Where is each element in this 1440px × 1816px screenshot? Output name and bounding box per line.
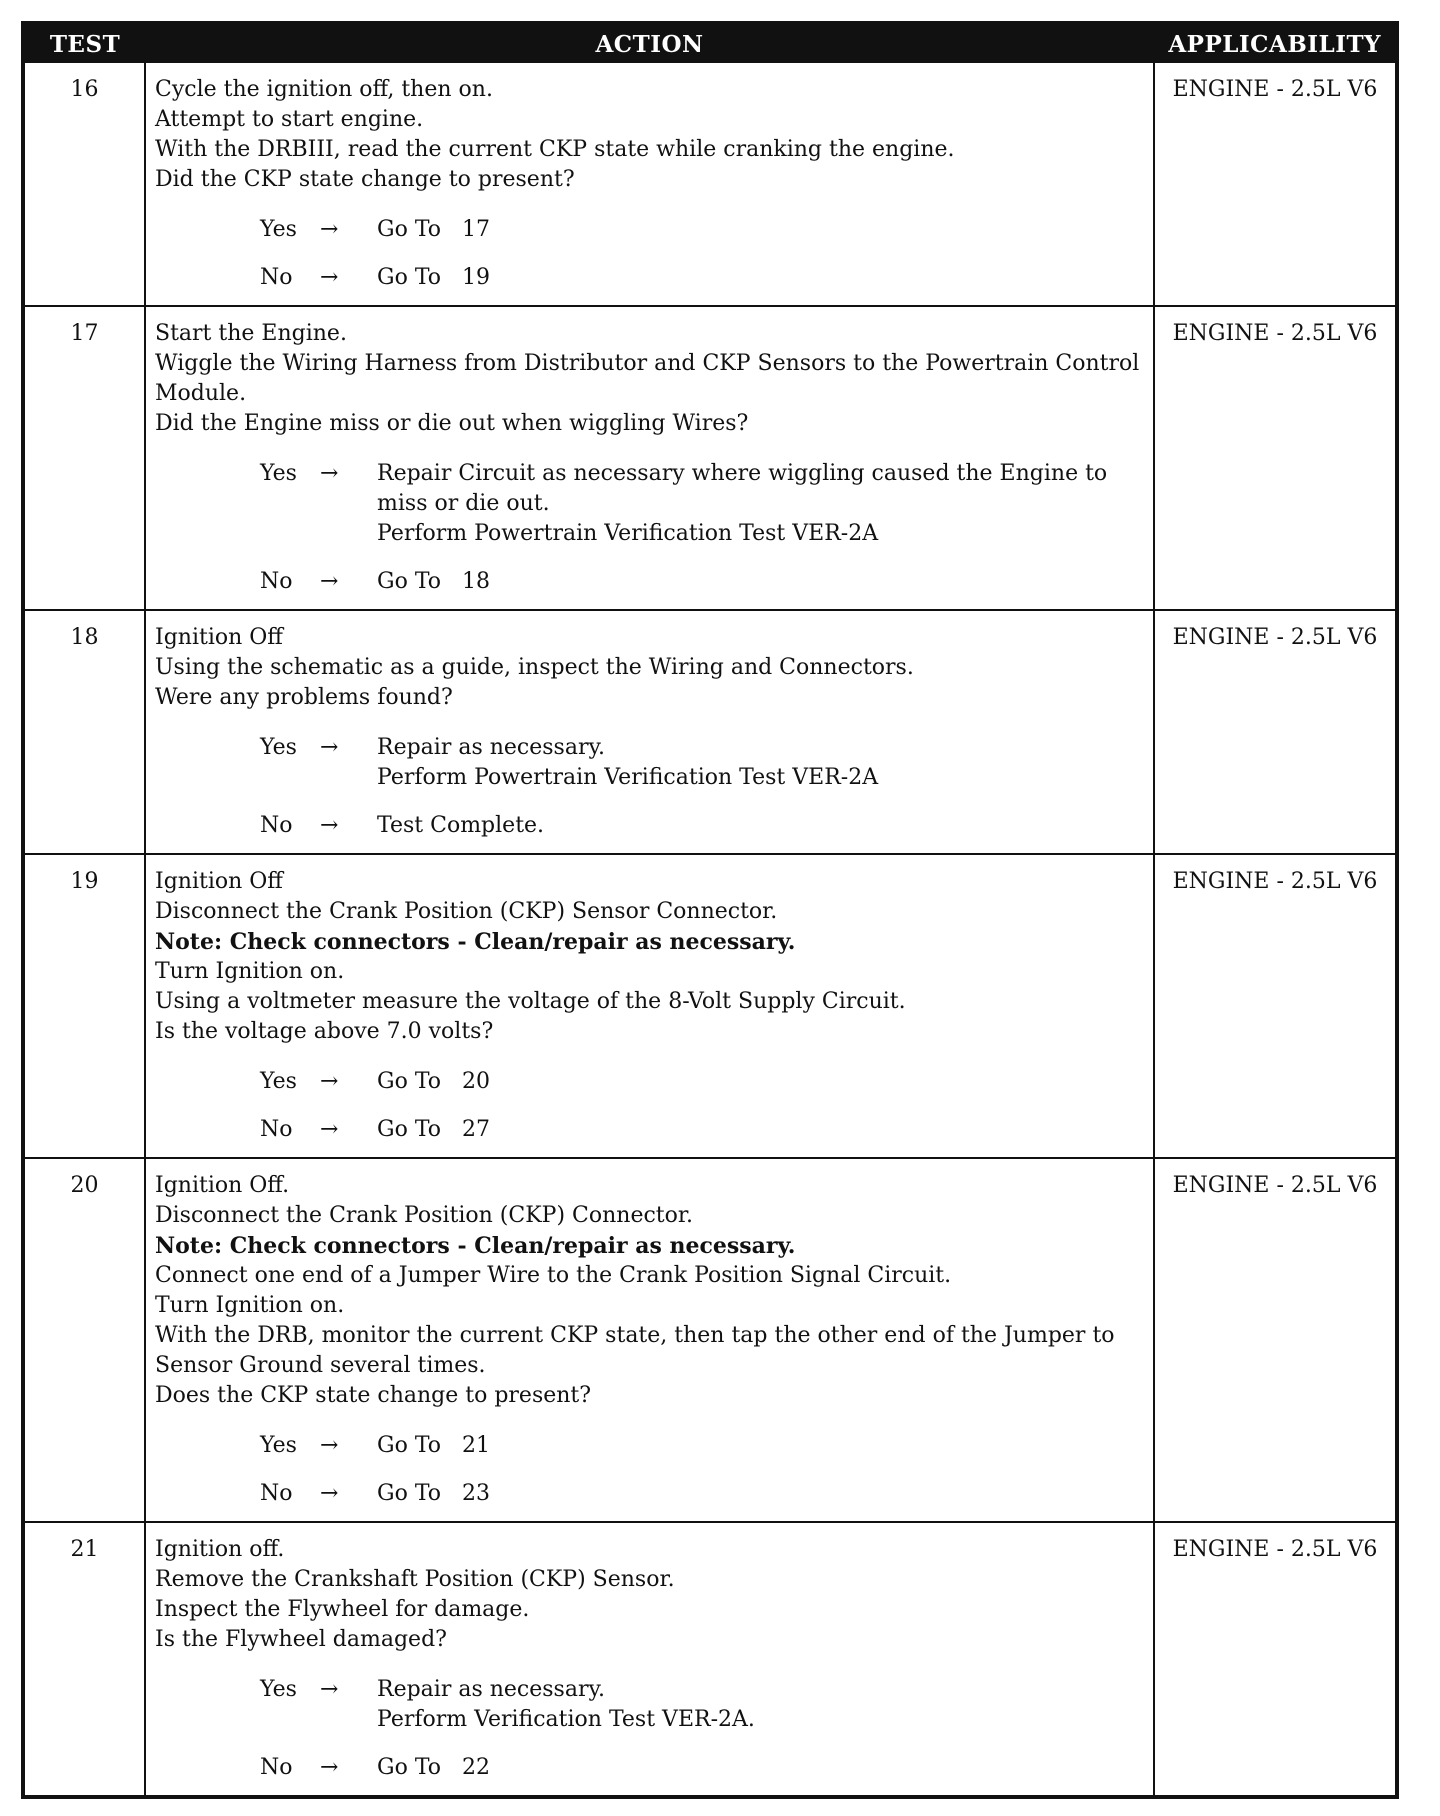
action-step: Ignition Off xyxy=(155,869,283,894)
action-step: Disconnect the Crank Position (CKP) Connector. xyxy=(155,1203,693,1228)
answer-line: Perform Powertrain Verification Test VER-2A xyxy=(377,765,879,790)
action-step: Wiggle the Wiring Harness from Distributor and CKP Sensors to the Powertrain Control Module. xyxy=(155,351,1140,406)
action-step: Connect one end of a Jumper Wire to the Crank Position Signal Circuit. xyxy=(155,1263,952,1288)
answer-label: No xyxy=(260,1481,293,1506)
action-step: Ignition Off xyxy=(155,625,283,650)
answer-list xyxy=(155,215,1145,293)
answer-text xyxy=(377,811,1145,841)
answer-label: No xyxy=(260,1755,293,1780)
answer-line: Go To 18 xyxy=(377,569,490,594)
test-number: 19 xyxy=(23,854,145,1158)
action-step: Cycle the ignition off, then on. xyxy=(155,77,493,102)
answer-text xyxy=(377,1067,1145,1097)
answer-no xyxy=(155,1115,1145,1145)
right-arrow-icon: → xyxy=(320,1677,339,1702)
answer-label: Yes xyxy=(260,461,297,486)
right-arrow-icon: → xyxy=(320,265,339,290)
test-number: 21 xyxy=(23,1522,145,1797)
answer-label: Yes xyxy=(260,1677,297,1702)
action-step: Disconnect the Crank Position (CKP) Sensor Connector. xyxy=(155,899,778,924)
answer-no xyxy=(155,567,1145,597)
answer-text xyxy=(377,1753,1145,1783)
answer-yes xyxy=(155,459,1145,549)
answer-text xyxy=(377,567,1145,597)
answer-no xyxy=(155,811,1145,841)
right-arrow-icon: → xyxy=(320,461,339,486)
test-number: 20 xyxy=(23,1158,145,1522)
header-test: TEST xyxy=(23,23,145,63)
table-row xyxy=(23,63,1397,306)
action-step: Ignition Off. xyxy=(155,1173,290,1198)
answer-yes xyxy=(155,215,1145,245)
answer-line: Go To 27 xyxy=(377,1117,490,1142)
test-number: 16 xyxy=(23,63,145,306)
right-arrow-icon: → xyxy=(320,569,339,594)
action-step: Did the Engine miss or die out when wiggling Wires? xyxy=(155,411,749,436)
table-row xyxy=(23,1158,1397,1522)
answer-text xyxy=(377,1675,1145,1735)
applicability-cell: ENGINE - 2.5L V6 xyxy=(1154,854,1397,1158)
action-cell xyxy=(145,1158,1154,1522)
right-arrow-icon: → xyxy=(320,813,339,838)
answer-label: Yes xyxy=(260,1433,297,1458)
right-arrow-icon: → xyxy=(320,735,339,760)
answer-label: No xyxy=(260,1117,293,1142)
test-number: 18 xyxy=(23,610,145,854)
answer-text xyxy=(377,215,1145,245)
answer-line: Go To 19 xyxy=(377,265,490,290)
answer-list xyxy=(155,459,1145,597)
action-step: Is the Flywheel damaged? xyxy=(155,1627,447,1652)
table-row xyxy=(23,1522,1397,1797)
answer-line: Repair as necessary. xyxy=(377,735,605,760)
table-header xyxy=(23,23,1397,63)
answer-list xyxy=(155,1067,1145,1145)
answer-text xyxy=(377,263,1145,293)
answer-line: Test Complete. xyxy=(377,813,545,838)
answer-line: Go To 23 xyxy=(377,1481,490,1506)
answer-line: Go To 17 xyxy=(377,217,490,242)
answer-label: No xyxy=(260,569,293,594)
answer-line: Go To 21 xyxy=(377,1433,490,1458)
applicability-cell: ENGINE - 2.5L V6 xyxy=(1154,306,1397,610)
answer-line: Perform Powertrain Verification Test VER-2A xyxy=(377,521,879,546)
answer-list xyxy=(155,1431,1145,1509)
answer-no xyxy=(155,1479,1145,1509)
test-number: 17 xyxy=(23,306,145,610)
header-applicability: APPLICABILITY xyxy=(1154,23,1397,63)
answer-line: Repair Circuit as necessary where wiggling caused the Engine to miss or die out. xyxy=(377,461,1115,516)
action-step: Inspect the Flywheel for damage. xyxy=(155,1597,530,1622)
action-cell xyxy=(145,610,1154,854)
right-arrow-icon: → xyxy=(320,1481,339,1506)
action-cell xyxy=(145,306,1154,610)
answer-text xyxy=(377,1115,1145,1145)
answer-line: Go To 22 xyxy=(377,1755,490,1780)
action-note: Note: Check connectors - Clean/repair as necessary. xyxy=(155,929,796,955)
action-step: Did the CKP state change to present? xyxy=(155,167,575,192)
action-cell xyxy=(145,854,1154,1158)
applicability-cell: ENGINE - 2.5L V6 xyxy=(1154,1522,1397,1797)
answer-label: Yes xyxy=(260,217,297,242)
action-step: Attempt to start engine. xyxy=(155,107,424,132)
answer-label: Yes xyxy=(260,1069,297,1094)
action-step: Were any problems found? xyxy=(155,685,453,710)
answer-text xyxy=(377,733,1145,793)
action-step: Remove the Crankshaft Position (CKP) Sensor. xyxy=(155,1567,675,1592)
answer-text xyxy=(377,1479,1145,1509)
right-arrow-icon: → xyxy=(320,1755,339,1780)
action-step: Using the schematic as a guide, inspect the Wiring and Connectors. xyxy=(155,655,914,680)
action-step: Turn Ignition on. xyxy=(155,959,345,984)
answer-yes xyxy=(155,1431,1145,1461)
action-step: Does the CKP state change to present? xyxy=(155,1383,592,1408)
action-step: Turn Ignition on. xyxy=(155,1293,345,1318)
diagnostic-test-table xyxy=(21,21,1399,1799)
action-step: With the DRB, monitor the current CKP state, then tap the other end of the Jumper to Sensor Ground several times. xyxy=(155,1323,1115,1378)
header-action: ACTION xyxy=(145,23,1154,63)
action-cell xyxy=(145,63,1154,306)
right-arrow-icon: → xyxy=(320,1117,339,1142)
right-arrow-icon: → xyxy=(320,1069,339,1094)
action-cell xyxy=(145,1522,1154,1797)
table-row xyxy=(23,610,1397,854)
answer-text xyxy=(377,459,1145,549)
answer-yes xyxy=(155,1675,1145,1735)
answer-label: Yes xyxy=(260,735,297,760)
answer-line: Go To 20 xyxy=(377,1069,490,1094)
right-arrow-icon: → xyxy=(320,217,339,242)
answer-label: No xyxy=(260,813,293,838)
applicability-cell: ENGINE - 2.5L V6 xyxy=(1154,63,1397,306)
right-arrow-icon: → xyxy=(320,1433,339,1458)
action-step: Is the voltage above 7.0 volts? xyxy=(155,1019,494,1044)
action-step: Ignition off. xyxy=(155,1537,285,1562)
answer-line: Repair as necessary. xyxy=(377,1677,605,1702)
action-note: Note: Check connectors - Clean/repair as necessary. xyxy=(155,1233,796,1259)
action-step: With the DRBIII, read the current CKP state while cranking the engine. xyxy=(155,137,955,162)
action-step: Using a voltmeter measure the voltage of the 8-Volt Supply Circuit. xyxy=(155,989,906,1014)
answer-no xyxy=(155,263,1145,293)
applicability-cell: ENGINE - 2.5L V6 xyxy=(1154,1158,1397,1522)
answer-yes xyxy=(155,733,1145,793)
table-row xyxy=(23,854,1397,1158)
answer-text xyxy=(377,1431,1145,1461)
action-step: Start the Engine. xyxy=(155,321,347,346)
answer-label: No xyxy=(260,265,293,290)
answer-line: Perform Verification Test VER-2A. xyxy=(377,1707,755,1732)
answer-list xyxy=(155,1675,1145,1783)
answer-list xyxy=(155,733,1145,841)
answer-yes xyxy=(155,1067,1145,1097)
answer-no xyxy=(155,1753,1145,1783)
table-row xyxy=(23,306,1397,610)
applicability-cell: ENGINE - 2.5L V6 xyxy=(1154,610,1397,854)
table-body xyxy=(23,63,1397,1797)
